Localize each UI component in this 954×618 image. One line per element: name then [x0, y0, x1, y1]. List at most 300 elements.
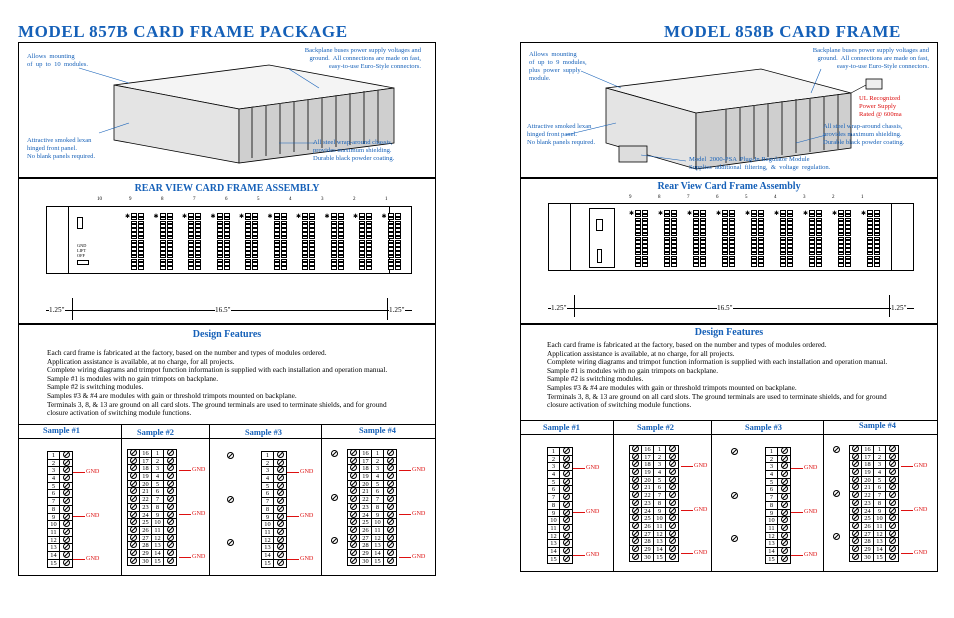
- terminal-number: 30: [862, 554, 874, 562]
- terminal-number: 10: [654, 515, 666, 522]
- trimpot-icon: [331, 494, 338, 501]
- note-regulator: Model 2000-PSA Plug-In Regulator Module Supplies additional filtering, & voltage regulation.: [689, 156, 831, 171]
- right-samples-panel: [520, 420, 938, 572]
- terminal-number: 27: [140, 535, 152, 542]
- note-ul-power-supply: UL Recognized Power Supply Rated @ 600ma: [859, 95, 902, 118]
- card-slot-connector: ✱: [125, 213, 149, 271]
- ground-label: GND: [412, 509, 426, 517]
- terminal-number: 9: [874, 508, 886, 515]
- terminal-number: 7: [48, 498, 60, 505]
- terminal-number: 16: [360, 450, 372, 457]
- terminal-number: 14: [262, 552, 274, 559]
- slot-number: 8: [658, 195, 661, 200]
- left-rear-panel: [18, 178, 436, 324]
- terminal-number: 1: [766, 448, 778, 455]
- terminal-number: 26: [360, 527, 372, 534]
- terminal-number: 17: [140, 458, 152, 465]
- card-slot-connector: ✱: [353, 213, 377, 271]
- terminal-number: 29: [360, 550, 372, 557]
- terminal-number: 17: [360, 458, 372, 465]
- right-rear-panel: [520, 178, 938, 324]
- terminal-number: 8: [48, 506, 60, 513]
- terminal-block: [629, 445, 679, 562]
- trimpot-icon: [227, 496, 234, 503]
- slot-number: 3: [803, 195, 806, 200]
- terminal-number: 22: [862, 492, 874, 499]
- terminal-number: 20: [862, 477, 874, 484]
- terminal-number: 25: [360, 519, 372, 526]
- trimpot-icon: [227, 452, 234, 459]
- card-slot-connector: ✱: [182, 213, 206, 271]
- ground-label: GND: [86, 555, 100, 563]
- terminal-number: 7: [766, 494, 778, 501]
- ground-lead: [681, 553, 693, 554]
- terminal-number: 4: [48, 475, 60, 482]
- terminal-number: 15: [372, 558, 384, 566]
- note-chassis: All steel wrap-around chassis, provides maximum shielding. Durable black powder coating.: [313, 139, 395, 162]
- slot-number: 5: [745, 195, 748, 200]
- terminal-number: 3: [262, 467, 274, 474]
- terminal-number: 15: [48, 560, 60, 568]
- ground-lead: [573, 468, 585, 469]
- ground-lead: [73, 516, 85, 517]
- terminal-number: 29: [862, 546, 874, 553]
- psu-label-lift: LIFT: [77, 248, 87, 253]
- terminal-number: 8: [548, 502, 560, 509]
- card-slot-connector: ✱: [861, 210, 885, 268]
- terminal-number: 29: [642, 546, 654, 553]
- right-rear-title: Rear View Card Frame Assembly: [657, 181, 801, 192]
- terminal-number: 14: [874, 546, 886, 553]
- card-slot-connector: ✱: [774, 210, 798, 268]
- terminal-number: 4: [372, 473, 384, 480]
- terminal-number: 2: [372, 458, 384, 465]
- terminal-number: 1: [874, 446, 886, 453]
- terminal-number: 1: [372, 450, 384, 457]
- terminal-number: 16: [862, 446, 874, 453]
- terminal-number: 22: [140, 496, 152, 503]
- right-sample-4-title: Sample #4: [859, 421, 896, 430]
- terminal-number: 5: [548, 479, 560, 486]
- slot-number: 9: [629, 195, 632, 200]
- terminal-number: 1: [152, 450, 164, 457]
- terminal-number: 8: [152, 504, 164, 511]
- ground-lead: [73, 472, 85, 473]
- terminal-number: 4: [262, 475, 274, 482]
- slot-number: 2: [832, 195, 835, 200]
- terminal-number: 2: [48, 460, 60, 467]
- note-lexan: Attractive smoked lexan hinged front panel. No blank panels required.: [527, 123, 596, 146]
- terminal-number: 25: [642, 515, 654, 522]
- terminal-number: 13: [548, 540, 560, 547]
- slot-number: 6: [716, 195, 719, 200]
- left-sample-4-title: Sample #4: [359, 426, 396, 435]
- ground-label: GND: [914, 462, 928, 470]
- terminal-number: 15: [766, 556, 778, 564]
- left-design-panel: [18, 324, 436, 424]
- terminal-number: 5: [654, 477, 666, 484]
- ground-label: GND: [192, 466, 206, 474]
- card-slot-connector: ✱: [239, 213, 263, 271]
- right-rack-ear-left: [549, 204, 571, 270]
- terminal-number: 5: [874, 477, 886, 484]
- ground-label: GND: [694, 549, 708, 557]
- ground-lead: [791, 468, 803, 469]
- note-mount: Allows mounting of up to 10 modules.: [27, 53, 88, 68]
- ground-lead: [791, 555, 803, 556]
- terminal-number: 7: [262, 498, 274, 505]
- ground-label: GND: [804, 551, 818, 559]
- terminal-number: 12: [766, 533, 778, 540]
- ground-label: GND: [86, 468, 100, 476]
- terminal-number: 12: [548, 533, 560, 540]
- terminal-number: 2: [262, 460, 274, 467]
- ground-lead: [287, 559, 299, 560]
- terminal-number: 14: [654, 546, 666, 553]
- ground-label: GND: [914, 505, 928, 513]
- ground-lead: [573, 512, 585, 513]
- terminal-number: 15: [874, 554, 886, 562]
- left-dim-ear-right: 1.25": [389, 306, 405, 314]
- terminal-number: 10: [874, 515, 886, 522]
- trimpot-icon: [833, 533, 840, 540]
- ground-label: GND: [412, 553, 426, 561]
- terminal-number: 4: [548, 471, 560, 478]
- terminal-number: 4: [766, 471, 778, 478]
- left-title: MODEL 857B CARD FRAME PACKAGE: [18, 22, 348, 41]
- terminal-number: 8: [372, 504, 384, 511]
- terminal-number: 9: [262, 514, 274, 521]
- terminal-number: 9: [152, 512, 164, 519]
- card-slot-connector: ✱: [687, 210, 711, 268]
- terminal-number: 12: [654, 531, 666, 538]
- right-title: MODEL 858B CARD FRAME: [664, 22, 901, 41]
- terminal-number: 20: [140, 481, 152, 488]
- ground-lead: [901, 466, 913, 467]
- terminal-number: 11: [372, 527, 384, 534]
- slot-number: 1: [385, 197, 388, 202]
- terminal-number: 23: [360, 504, 372, 511]
- terminal-number: 11: [654, 523, 666, 530]
- ground-label: GND: [300, 511, 314, 519]
- ground-label: GND: [586, 507, 600, 515]
- terminal-number: 15: [654, 554, 666, 562]
- terminal-number: 12: [262, 537, 274, 544]
- terminal-number: 13: [262, 544, 274, 551]
- slot-number: 7: [193, 197, 196, 202]
- terminal-number: 5: [766, 479, 778, 486]
- terminal-number: 9: [654, 508, 666, 515]
- slot-number: 3: [321, 197, 324, 202]
- terminal-number: 21: [360, 488, 372, 495]
- left-design-title: Design Features: [192, 329, 262, 340]
- terminal-number: 1: [548, 448, 560, 455]
- ground-label: GND: [694, 505, 708, 513]
- terminal-block: [347, 449, 397, 566]
- card-slot-connector: ✱: [745, 210, 769, 268]
- terminal-number: 6: [766, 486, 778, 493]
- ground-lead: [399, 557, 411, 558]
- right-design-text: Each card frame is fabricated at the factory, based on the number and types of modules ordered. Application assistance is available, at no charge, for all projects. Complete wiring diagrams and trimpot function information is supplied with each installation and operation manual. Sample #1 is modules with no gain trimpots on backplane. Sample #2 is switching modules. Samples #3 & #4 are modules with gain or threshold trimpots mounted on backplane. Terminals 3, 8, & 13 are ground on all card slots. The ground terminals are used to terminate shields, and for ground closure activation of switching module functions.: [547, 340, 888, 410]
- left-psu-block: [77, 217, 97, 267]
- terminal-number: 8: [766, 502, 778, 509]
- terminal-number: 15: [152, 558, 164, 566]
- left-sample-2-title: Sample #2: [137, 428, 174, 437]
- ground-label: GND: [412, 466, 426, 474]
- terminal-number: 3: [766, 463, 778, 470]
- terminal-number: 19: [862, 469, 874, 476]
- ground-label: GND: [300, 555, 314, 563]
- trimpot-icon: [731, 448, 738, 455]
- ground-lead: [901, 510, 913, 511]
- right-dim-ear-right: 1.25": [891, 304, 907, 312]
- card-slot-connector: ✱: [716, 210, 740, 268]
- terminal-number: 9: [766, 510, 778, 517]
- terminal-number: 10: [766, 517, 778, 524]
- terminal-number: 30: [642, 554, 654, 562]
- terminal-number: 4: [874, 469, 886, 476]
- terminal-number: 7: [372, 496, 384, 503]
- terminal-number: 9: [548, 510, 560, 517]
- left-dim-ear-left: 1.25": [49, 306, 65, 314]
- terminal-number: 12: [874, 531, 886, 538]
- right-slot-numbers: [629, 195, 889, 203]
- terminal-block: [47, 451, 73, 568]
- terminal-number: 10: [48, 521, 60, 528]
- terminal-number: 6: [548, 486, 560, 493]
- ground-lead: [73, 559, 85, 560]
- terminal-block: [849, 445, 899, 562]
- terminal-number: 22: [642, 492, 654, 499]
- ground-lead: [179, 514, 191, 515]
- note-chassis: All steel wrap-around chassis, provides maximum shielding. Durable black powder coating.: [823, 123, 905, 146]
- ground-label: GND: [914, 549, 928, 557]
- ground-lead: [399, 514, 411, 515]
- right-sample-3-title: Sample #3: [745, 423, 782, 432]
- ground-lead: [287, 516, 299, 517]
- slot-number: 8: [161, 197, 164, 202]
- ground-lead: [901, 553, 913, 554]
- terminal-number: 11: [48, 529, 60, 536]
- terminal-number: 24: [360, 512, 372, 519]
- slot-number: 2: [353, 197, 356, 202]
- left-sample-1-title: Sample #1: [43, 426, 80, 435]
- terminal-number: 18: [140, 465, 152, 472]
- terminal-number: 16: [140, 450, 152, 457]
- terminal-number: 26: [140, 527, 152, 534]
- terminal-number: 19: [360, 473, 372, 480]
- card-slot-connector: ✱: [211, 213, 235, 271]
- terminal-number: 14: [48, 552, 60, 559]
- terminal-number: 11: [152, 527, 164, 534]
- terminal-number: 3: [152, 465, 164, 472]
- terminal-number: 6: [874, 484, 886, 491]
- terminal-number: 24: [642, 508, 654, 515]
- terminal-number: 27: [862, 531, 874, 538]
- right-design-panel: [520, 324, 938, 420]
- terminal-number: 23: [642, 500, 654, 507]
- terminal-number: 2: [152, 458, 164, 465]
- note-lexan: Attractive smoked lexan hinged front panel. No blank panels required.: [27, 137, 96, 160]
- right-photo-panel: [520, 42, 938, 178]
- terminal-number: 22: [360, 496, 372, 503]
- trimpot-icon: [833, 446, 840, 453]
- right-sample-2-title: Sample #2: [637, 423, 674, 432]
- terminal-number: 20: [642, 477, 654, 484]
- ground-label: GND: [586, 551, 600, 559]
- ground-lead: [179, 470, 191, 471]
- right-design-title: Design Features: [694, 327, 764, 338]
- terminal-number: 29: [140, 550, 152, 557]
- terminal-number: 23: [862, 500, 874, 507]
- right-sample-1-title: Sample #1: [543, 423, 580, 432]
- card-slot-connector: ✱: [658, 210, 682, 268]
- ground-lead: [399, 470, 411, 471]
- card-slot-connector: ✱: [268, 213, 292, 271]
- trimpot-icon: [833, 490, 840, 497]
- terminal-number: 16: [642, 446, 654, 453]
- trimpot-icon: [227, 539, 234, 546]
- terminal-number: 13: [372, 542, 384, 549]
- terminal-number: 24: [862, 508, 874, 515]
- trimpot-icon: [331, 537, 338, 544]
- terminal-number: 21: [140, 488, 152, 495]
- ground-label: GND: [694, 462, 708, 470]
- card-slot-connector: ✱: [382, 213, 406, 271]
- right-dim-width: 16.5": [717, 304, 733, 312]
- psu-label-off: OFF: [77, 253, 85, 258]
- terminal-number: 24: [140, 512, 152, 519]
- terminal-number: 14: [766, 548, 778, 555]
- terminal-number: 27: [360, 535, 372, 542]
- terminal-number: 7: [548, 494, 560, 501]
- ground-lead: [681, 466, 693, 467]
- right-rack: [548, 203, 914, 271]
- terminal-block: [261, 451, 287, 568]
- terminal-number: 7: [654, 492, 666, 499]
- slot-number: 10: [97, 197, 102, 202]
- ground-label: GND: [804, 507, 818, 515]
- terminal-number: 13: [874, 538, 886, 545]
- card-slot-connector: ✱: [296, 213, 320, 271]
- terminal-number: 28: [140, 542, 152, 549]
- ground-lead: [791, 512, 803, 513]
- terminal-number: 8: [654, 500, 666, 507]
- terminal-number: 7: [152, 496, 164, 503]
- terminal-number: 12: [48, 537, 60, 544]
- terminal-number: 2: [548, 456, 560, 463]
- terminal-number: 5: [152, 481, 164, 488]
- terminal-number: 6: [654, 484, 666, 491]
- terminal-number: 12: [372, 535, 384, 542]
- left-card-slots: [125, 213, 410, 271]
- ground-label: GND: [192, 553, 206, 561]
- terminal-number: 3: [372, 465, 384, 472]
- slot-number: 7: [687, 195, 690, 200]
- terminal-number: 5: [372, 481, 384, 488]
- ground-lead: [681, 510, 693, 511]
- terminal-number: 4: [654, 469, 666, 476]
- terminal-number: 10: [548, 517, 560, 524]
- terminal-number: 25: [140, 519, 152, 526]
- note-backplane: Backplane buses power supply voltages and ground. All connections are made on fast, easy-to-use Euro-Style connectors.: [812, 47, 929, 70]
- ground-label: GND: [300, 468, 314, 476]
- terminal-block: [127, 449, 177, 566]
- note-backplane: Backplane buses power supply voltages and ground. All connections are made on fast, easy-to-use Euro-Style connectors.: [304, 47, 421, 70]
- note-mount: Allows mounting of up to 9 modules, plus power supply module.: [529, 51, 587, 82]
- slot-number: 4: [289, 197, 292, 202]
- slot-number: 4: [774, 195, 777, 200]
- terminal-number: 6: [152, 488, 164, 495]
- ground-label: GND: [192, 509, 206, 517]
- trimpot-icon: [731, 492, 738, 499]
- terminal-number: 20: [360, 481, 372, 488]
- left-dim-width: 16.5": [215, 306, 231, 314]
- right-dim-ear-left: 1.25": [551, 304, 567, 312]
- left-samples-panel: [18, 424, 436, 576]
- terminal-number: 28: [360, 542, 372, 549]
- slot-number: 1: [861, 195, 864, 200]
- terminal-number: 11: [766, 525, 778, 532]
- terminal-number: 28: [862, 538, 874, 545]
- card-slot-connector: ✱: [629, 210, 653, 268]
- terminal-number: 17: [862, 454, 874, 461]
- terminal-number: 3: [654, 461, 666, 468]
- terminal-number: 28: [642, 538, 654, 545]
- terminal-number: 3: [48, 467, 60, 474]
- terminal-number: 9: [372, 512, 384, 519]
- terminal-block: [547, 447, 573, 564]
- terminal-number: 11: [548, 525, 560, 532]
- terminal-number: 8: [262, 506, 274, 513]
- terminal-number: 6: [48, 490, 60, 497]
- terminal-number: 9: [48, 514, 60, 521]
- terminal-number: 1: [654, 446, 666, 453]
- terminal-number: 13: [48, 544, 60, 551]
- left-design-text: Each card frame is fabricated at the factory, based on the number and types of modules ordered. Application assistance is available, at no charge, for all projects. Complete wiring diagrams and trimpot function information is supplied with each installation and operation manual. Sample #1 is modules with no gain trimpots on backplane. Sample #2 is switching modules. Samples #3 & #4 are modules with gain or threshold trimpots mounted on backplane. Terminals 3, 8, & 13 are ground on all card slots. The ground terminals are used to terminate shields, and for ground closure activation of switching module functions.: [47, 348, 388, 418]
- left-sample-3-title: Sample #3: [245, 428, 282, 437]
- card-slot-connector: ✱: [832, 210, 856, 268]
- card-slot-connector: ✱: [325, 213, 349, 271]
- terminal-number: 11: [874, 523, 886, 530]
- ground-label: GND: [86, 511, 100, 519]
- left-rack: [46, 206, 412, 274]
- trimpot-icon: [331, 450, 338, 457]
- terminal-number: 5: [262, 483, 274, 490]
- terminal-number: 23: [140, 504, 152, 511]
- left-rear-title: REAR VIEW CARD FRAME ASSEMBLY: [134, 183, 320, 194]
- card-slot-connector: ✱: [154, 213, 178, 271]
- terminal-block: [765, 447, 791, 564]
- terminal-number: 27: [642, 531, 654, 538]
- terminal-number: 21: [642, 484, 654, 491]
- terminal-number: 10: [262, 521, 274, 528]
- left-rack-ear-left: [47, 207, 69, 273]
- terminal-number: 6: [372, 488, 384, 495]
- ground-label: GND: [804, 464, 818, 472]
- slot-number: 9: [129, 197, 132, 202]
- terminal-number: 14: [548, 548, 560, 555]
- terminal-number: 14: [152, 550, 164, 557]
- terminal-number: 30: [140, 558, 152, 566]
- right-psu-module: [589, 208, 615, 268]
- ground-lead: [179, 557, 191, 558]
- terminal-number: 26: [642, 523, 654, 530]
- trimpot-icon: [731, 535, 738, 542]
- ground-label: GND: [586, 464, 600, 472]
- terminal-number: 3: [874, 461, 886, 468]
- slot-number: 6: [225, 197, 228, 202]
